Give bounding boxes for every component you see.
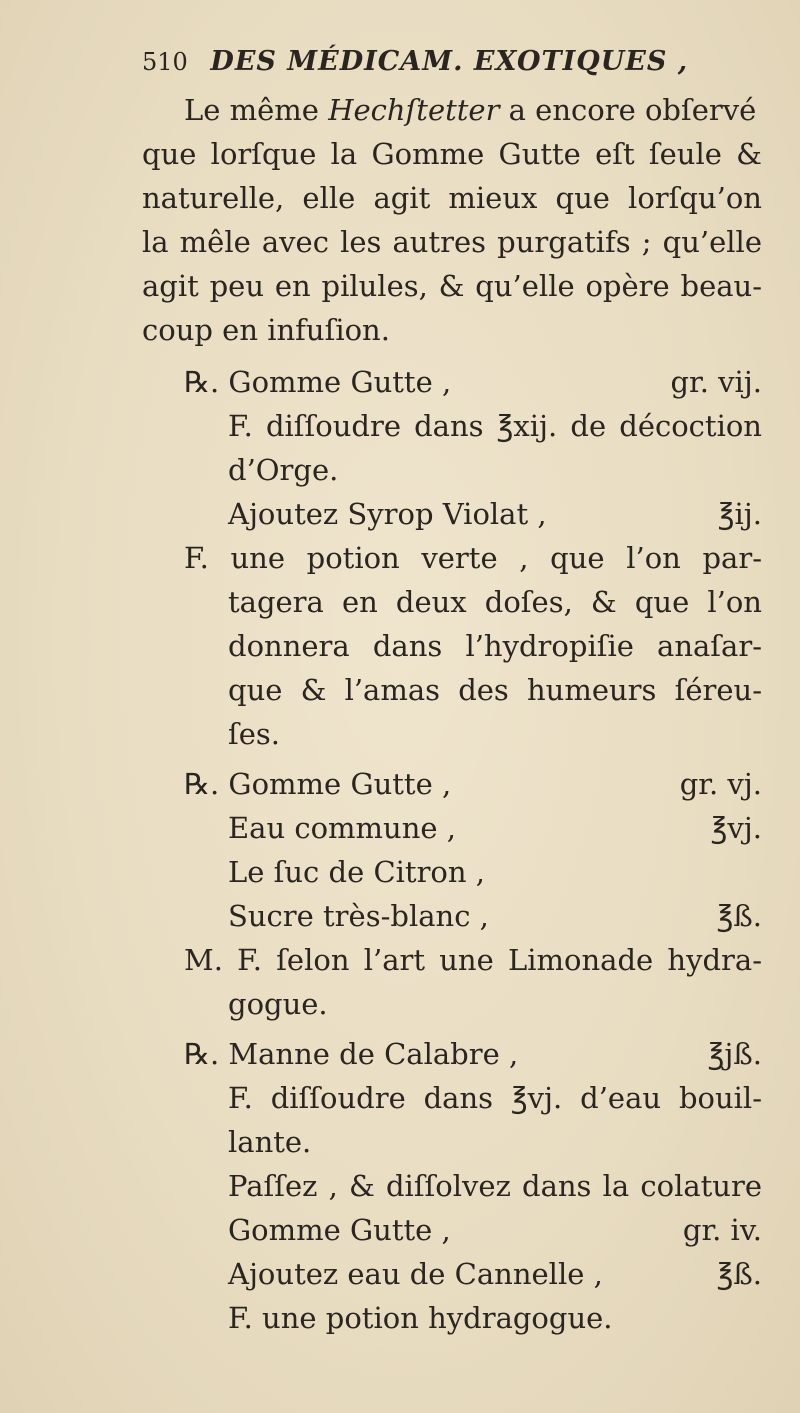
recipe3-line-2: lante. (228, 1125, 312, 1159)
recipe1-closing-1: F. une potion verte , que l’on par- (184, 541, 762, 575)
recipe1-ingredient: ℞. Gomme Gutte , gr. vij. (184, 365, 762, 399)
recipe1-line-2: d’Orge. (228, 453, 339, 487)
intro-line-1: Le même Hechſtetter a encore obſervé (184, 93, 757, 127)
recipe3-closing: F. une potion hydragogue. (228, 1301, 613, 1335)
recipe3-add: Ajoutez eau de Cannelle , ℥ß. (228, 1257, 762, 1291)
recipe1-line-1: F. diſſoudre dans ℥xij. de décoction (228, 409, 762, 443)
recipe1-add: Ajoutez Syrop Violat , ℥ij. (228, 497, 762, 531)
recipe2-ingredient-3: Le ſuc de Citron , (228, 855, 486, 889)
running-title: DES MÉDICAM. EXOTIQUES , (210, 46, 689, 77)
intro-line-4: la mêle avec les autres purgatifs ; qu’elle (142, 225, 762, 259)
recipe3-line-3: Paſſez , & diſſolvez dans la colature (228, 1169, 762, 1203)
intro-line-3: naturelle, elle agit mieux que lorſqu’on (142, 181, 762, 215)
recipe1-closing-3: donnera dans l’hydropiſie anaſar- (228, 629, 762, 663)
intro-line-5: agit peu en pilules, & qu’elle opère beau- (142, 269, 762, 303)
page-number: 510 (142, 48, 188, 76)
recipe2-closing-1: M. F. ſelon l’art une Limonade hydra- (184, 943, 762, 977)
recipe1-closing-5: ſes. (228, 717, 280, 751)
author-name: Hechſtetter (328, 93, 500, 127)
recipe2-closing-2: gogue. (228, 987, 328, 1021)
recipe1-closing-4: que & l’amas des humeurs ſéreu- (228, 673, 762, 707)
recipe3-line-1: F. diſſoudre dans ℥vj. d’eau bouil- (228, 1081, 762, 1115)
intro-line-2: que lorſque la Gomme Gutte eſt ſeule & (142, 137, 762, 171)
recipe3-mid: Gomme Gutte , gr. iv. (228, 1213, 762, 1247)
recipe2-ingredient-4: Sucre très-blanc , ℥ß. (228, 899, 762, 933)
intro-line-6: coup en infuſion. (142, 313, 390, 347)
recipe3-ingredient: ℞. Manne de Calabre , ℥jß. (184, 1037, 762, 1071)
recipe2-ingredient-1: ℞. Gomme Gutte , gr. vj. (184, 767, 762, 801)
running-header (142, 46, 742, 90)
recipe2-ingredient-2: Eau commune , ℥vj. (228, 811, 762, 845)
recipe1-closing-2: tagera en deux doſes, & que l’on (228, 585, 762, 619)
